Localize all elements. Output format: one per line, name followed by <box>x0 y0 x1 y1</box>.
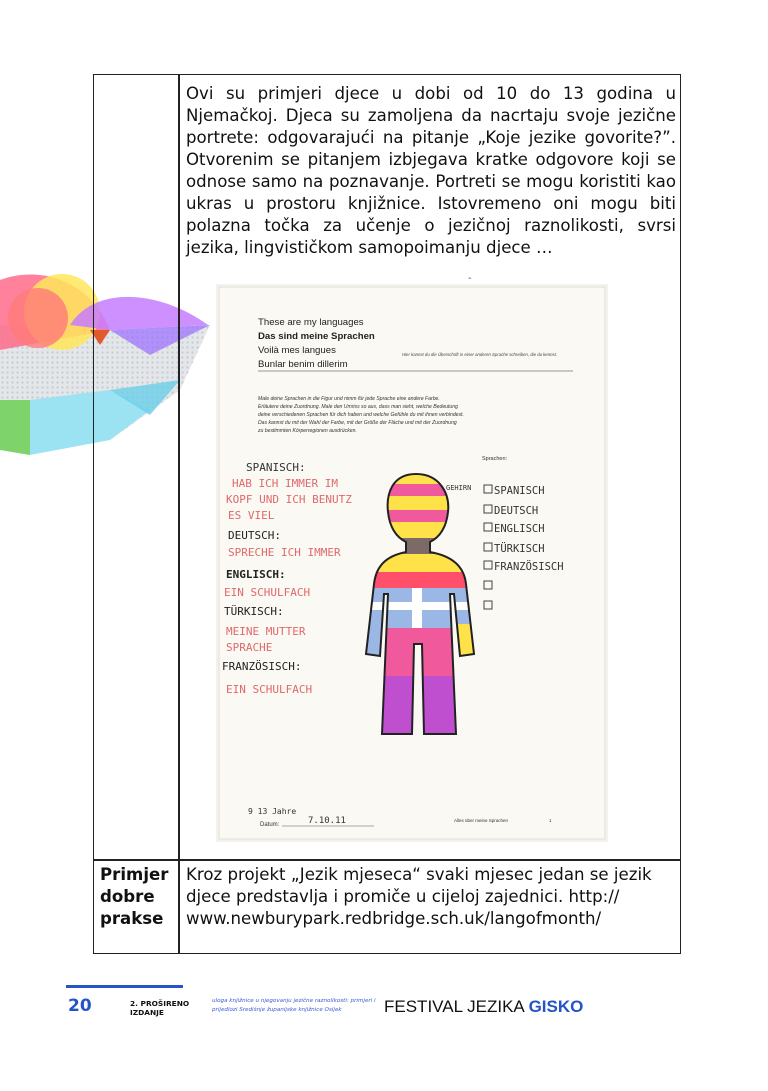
checklist-item: DEUTSCH <box>494 505 539 517</box>
worksheet-footer-note: Alles über meine Sprachen <box>454 818 509 823</box>
instruction-line: Erläutere deine Zuordnung. Male den Umriss so aus, dass man sieht, welche Bedeutung <box>258 404 458 410</box>
gehirn-label: GEHIRN <box>446 484 472 492</box>
instruction-line: zu bestimmten Körperregionen ausdrücken. <box>258 428 357 434</box>
checklist-item: TÜRKISCH <box>494 543 545 555</box>
note-text: SPRECHE ICH IMMER <box>228 546 341 559</box>
festival-title <box>384 997 583 1017</box>
note-text: MEINE MUTTER <box>226 625 306 638</box>
worksheet-side-note: Hier kannst du die Überschrift in einer anderen Sprache schreiben, die du kennst. <box>402 352 558 357</box>
checklist-item: FRANZÖSISCH <box>494 561 564 573</box>
sprachen-label: Sprachen: <box>482 456 508 462</box>
worksheet-page-number: 1 <box>549 818 552 823</box>
page-footer <box>0 985 768 1025</box>
page-number: 20 <box>68 996 92 1016</box>
note-text: ES VIEL <box>228 509 275 522</box>
note-heading: DEUTSCH: <box>228 529 281 542</box>
brand-label: GISKO <box>528 997 584 1016</box>
example-paragraph: Kroz projekt „Jezik mjeseca“ svaki mjesec jedan se jezik djece predstavlja i promiče u cijeloj zajednici. http:// www.newburypark.redbridge.sch.uk/langofmonth/ <box>186 865 652 928</box>
note-heading: FRANZÖSISCH: <box>222 660 302 673</box>
checklist-item: ENGLISCH <box>494 523 545 535</box>
note-text: SPRACHE <box>226 641 273 654</box>
table-row-divider <box>94 859 680 861</box>
worksheet-title-fr: Voilà mes langues <box>258 345 336 356</box>
note-heading: SPANISCH: <box>246 461 306 474</box>
note-heading: ENGLISCH: <box>226 568 286 581</box>
checklist-item: SPANISCH <box>494 485 545 497</box>
worksheet-title-tr: Bunlar benim dillerim <box>258 359 348 370</box>
date-label: Datum: <box>260 822 280 828</box>
note-text: KOPF UND ICH BENUTZ <box>226 493 352 506</box>
note-heading: TÜRKISCH: <box>224 605 284 618</box>
instruction-line: deine verschiedenen Sprachen für dich haben und welche Gefühle du mit ihnen verbindest. <box>258 412 464 418</box>
worksheet-title-de: Das sind meine Sprachen <box>258 331 375 342</box>
date-value: 7.10.11 <box>308 816 346 826</box>
instruction-line: Das kannst du mit der Wahl der Farbe, mit der Größe der Fläche und mit der Zuordnung <box>258 420 457 426</box>
edition-line2: IZDANJE <box>130 1008 164 1017</box>
table-column-divider <box>178 75 180 953</box>
age-note: 9 13 Jahre <box>248 807 297 816</box>
language-portrait-worksheet <box>216 284 608 842</box>
note-text: EIN SCHULFACH <box>224 586 311 599</box>
footer-tagline: uloga knjižnice u njegovanju jezične raznolikosti: primjeri i prijedlozi Središnje županijske knjižnice Osijek <box>212 998 376 1013</box>
instruction-line: Male deine Sprachen in die Figur und nimm für jede Sprache eine andere Farbe. <box>258 396 440 402</box>
note-text: HAB ICH IMMER IM <box>232 477 338 490</box>
footer-accent-line <box>66 985 183 988</box>
example-label: Primjer dobre prakse <box>100 865 169 928</box>
note-text: EIN SCHULFACH <box>226 683 313 696</box>
small-mark: - <box>468 273 472 284</box>
edition-label <box>130 999 189 1017</box>
festival-label: FESTIVAL JEZIKA <box>384 997 524 1016</box>
edition-line1: 2. PROŠIRENO <box>130 999 190 1008</box>
worksheet-title-en: These are my languages <box>258 317 364 328</box>
intro-paragraph: Ovi su primjeri djece u dobi od 10 do 13 godina u Njemačkoj. Djeca su zamoljena da nacrtaju svoje jezične portrete: odgovarajući na pitanje „Koje jezike govorite?”. Otvorenim se pitanjem izbjegava kratke odgovore koji se odnose samo na poznavanje. Portreti se mogu koristiti kao ukras u prostoru knjižnice. Istovremeno oni mogu biti polazna točka za učenje o jezičnoj raznolikosti, svrsi jezika, lingvističkom samopoimanju djece … <box>186 84 676 257</box>
